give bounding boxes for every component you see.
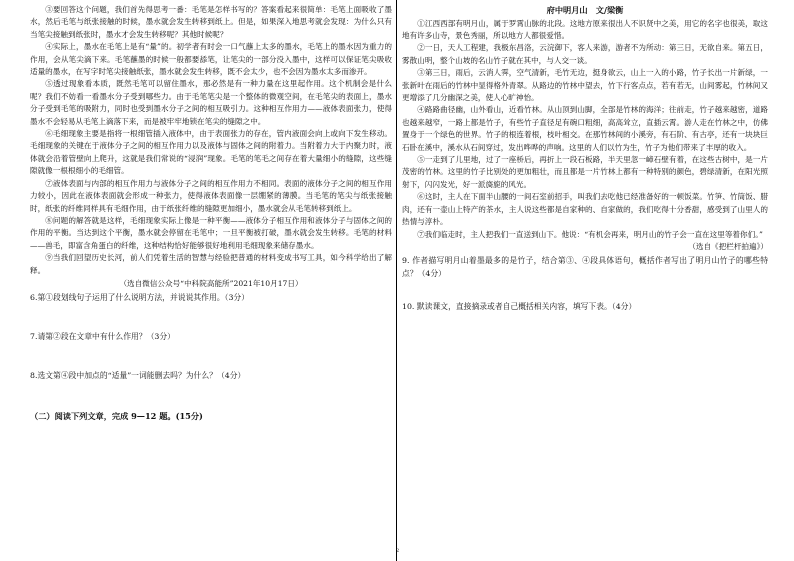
column-divider <box>396 0 400 561</box>
right-column <box>402 4 768 313</box>
paragraph: ②一日，天人工程建，我极东昌洛，云浣御下，客人来游，游者不为所动：第三日，无欲自来。第五日，雾散山明，整个山坡的名山竹子就在其中，与人交一谈。 <box>402 43 768 65</box>
question-8: 8.选文第④段中加点的“适量”一词能删去吗？为什么？（4分） <box>30 370 246 380</box>
paragraph: ⑦液体表面与内部的相互作用力与液体分子之间的相互作用力不相同。表面的液体分子之间的相互作用力较小，因此在液体表面就会形成一种张力，使得液体表面像一层绷紧的薄膜。当毛笔的笔尖与纸张接触时，纸张的纤维同样具有毛细作用，由于纸张纤维的缝隙更加细小，墨水就会从毛笔转移到纸上。 <box>30 178 392 213</box>
paragraph: ⑧问题的解答就是这样，毛细现象实际上像是一种平衡——液体分子相互作用和液体分子与固体之间的作用的平衡。当达到这个平衡，墨水就会停留在毛笔中；一旦平衡被打破，墨水就会发生转移。毛笔的材料——兽毛，即富含角蛋白的纤维，这种结构恰好能够很好地利用毛细现象来储存墨水。 <box>30 215 392 250</box>
paragraph: ⑥这时，主人在下面半山腰的一间石室前招手，叫我们去吃他已经准备好的一顿饭菜。竹笋、竹筒饭、腊肉，还有一壶山上特产的茶水，主人说这些都是自家种的、自家做的，我们吃得十分香甜，感受到了山里人的热情与淳朴。 <box>402 192 768 227</box>
paragraph: ⑦我们临走时，主人把我们一直送到山下。他说：“有机会再来，明月山的竹子会一直在这里等着你们。” <box>417 229 763 239</box>
article-title: 府中明月山 文/梁衡 <box>546 5 624 15</box>
paragraph: ④实际上，墨水在毛笔上是有“量”的。初学者有时会一口气蘸上太多的墨水，毛笔上的墨水因为重力的作用，会从笔尖滴下来。毛笔蘸墨的时候一般都要舔笔，让笔尖的一部分没入墨中，这样可以保证笔尖吸收适量的墨水，在写字时笔尖接触纸张，墨水就会发生转移，既不会太少，也不会因为墨水太多而渗开。 <box>30 42 392 77</box>
paragraph: ⑤透过现象看本质，既然毛笔可以留住墨水，那必然是有一种力量在这里起作用。这个机制会是什么呢？我们不妨看一看墨水分子受到哪些力。由于毛笔笔尖是一个整体的微观空间，在毛笔尖的表面上，墨水分子受到毛笔的吸附力，同时也受到墨水分子之间的相互吸引力。这种相互作用力——液体表面张力，使得墨水不会轻易从毛笔上滴落下来，而是被牢牢地锁在笔尖的缝隙之中。 <box>30 79 392 126</box>
question-7: 7.请第②段在文章中有什么作用？（3分） <box>30 331 175 341</box>
paragraph: ③要回答这个问题，我们首先得思考一番：毛笔是怎样书写的？答案看起来很简单：毛笔上面吸收了墨水，然后毛笔与纸张接触的时候，墨水就会发生转移到纸上。但是，如果深入地思考就会发现：为什么只有当笔尖接触到纸张时，墨水才会发生转移呢？其他时候呢？ <box>30 5 392 39</box>
section-heading: （二）阅读下列文章，完成 9—12 题。(15分) <box>30 411 203 422</box>
question-6: 6.第①段划线句子运用了什么说明方法，并说说其作用。（3分） <box>30 293 250 303</box>
source-citation: （选自《把栏杆拍遍》） <box>688 241 768 251</box>
paragraph: ⑨当我们回望历史长河，前人们凭着生活的智慧与经验把普通的材料变成书写工具，如今科学给出了解释。 <box>30 253 392 275</box>
paragraph: ⑥毛细现象主要是指将一根细管插入液体中，由于表面张力的存在，管内液面会向上或向下发生移动。毛细现象的关键在于液体分子之间的相互作用力以及液体与固体之间的附着力。当附着力大于内聚力时，液体就会沿着管壁向上爬升，这就是我们常说的“浸润”现象。毛笔的笔毛之间存在着大量细小的缝隙，这些缝隙就像一根根细小的毛细管。 <box>30 129 392 176</box>
paragraph: ①江西西部有明月山，属于罗霄山脉的北段。这地方原来很出人不识贤中之美，用它的名字也很美，取这地有许多山寺，景色秀丽，所以地方人都很爱惜。 <box>402 18 768 40</box>
question-9: 9. 作者描写明月山着墨最多的是竹子，结合第③、④段具体语句，概括作者写出了明月山竹子的哪些特点？（4分） <box>402 256 768 278</box>
left-column <box>30 4 392 423</box>
paragraph: ④路路曲径幽，山外看山，近看竹林。从山顶到山脚，全部是竹林的海洋；往前走，竹子越来越密，道路也越来越窄，一路上都是竹子，有些竹子直径足有碗口粗细，高高耸立，直插云霄。游人走在竹林之中，仿佛置身于一个绿色的世界。竹子的根连着根，枝叶相交。在那竹林间的小溪旁，有石阶、有古亭，还有一块块巨石卧在溪中，溪水从石间穿过，发出哗哗的声响。这里的人们以竹为生，竹子为他们带来了丰厚的收入。 <box>402 105 768 152</box>
source-citation: （选自微信公众号“中科院高能所”2021年10月17日） <box>119 278 303 288</box>
paragraph: ③第三日，雨后，云消人霁，空气清新，毛竹无边，挺身欲云，山上一入的小路，竹子长出一片新绿，一张新叶在雨后的竹林中显得格外青翠。从路边的竹林中望去，竹下行客点点，若有若无，山间雾起，竹林间又更增添了几分幽深之美，使人心旷神怡。 <box>402 68 768 103</box>
paragraph: ⑤一走到了儿里地，过了一座桥后，再折上一段石板路，半天里忽一嶂石壁有着，在这些古树中，是一片茂密的竹林。这里的竹子比别处的更加粗壮，而且都是一片竹林上都有一种特别的颜色，碧绿清新，在阳光照射下，闪闪发光，好一派旖旎的风光。 <box>402 155 768 189</box>
question-10: 10. 默读课文，直接摘录或者自己概括相关内容，填写下表。（4分） <box>402 301 637 311</box>
page-number: 2 <box>396 548 400 554</box>
